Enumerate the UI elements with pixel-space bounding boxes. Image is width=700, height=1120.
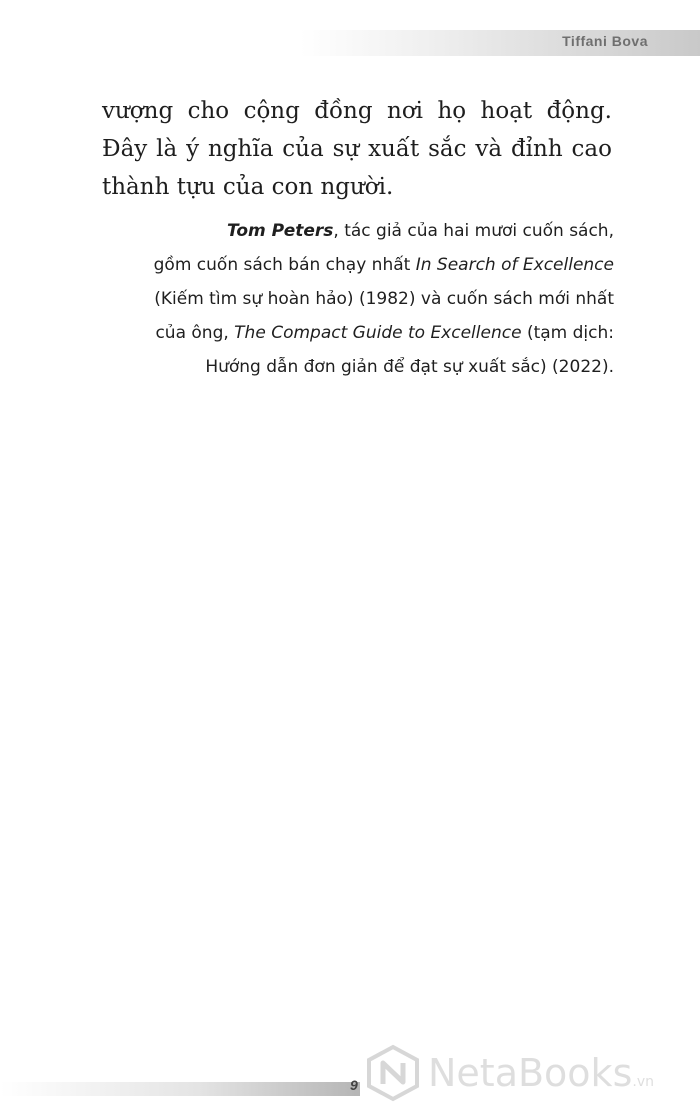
netabooks-logo-icon — [364, 1044, 422, 1102]
attribution-text: gồm cuốn sách bán chạy nhất — [153, 255, 416, 275]
attribution-text: , tác giả của hai mươi cuốn sách, — [333, 221, 614, 241]
book-title: The Compact Guide to Excellence — [234, 323, 522, 343]
body-paragraph: vượng cho cộng đồng nơi họ hoạt động. Đây là ý nghĩa của sự xuất sắc và đỉnh cao thành tựu của con người. — [102, 98, 612, 200]
running-header-author: Tiffani Bova — [562, 33, 648, 49]
attribution-text: (tạm dịch: — [521, 323, 614, 343]
page-number: 9 — [350, 1077, 358, 1093]
watermark — [364, 1044, 654, 1102]
attribution-line-3: (Kiếm tìm sự hoàn hảo) (1982) và cuốn sách mới nhất — [154, 289, 614, 309]
attribution-line-2 — [74, 248, 614, 282]
book-title: In Search of Excellence — [415, 255, 614, 275]
quote-attribution — [74, 214, 614, 384]
watermark-text — [428, 1051, 654, 1095]
attribution-line-5: Hướng dẫn đơn giản để đạt sự xuất sắc) (2022). — [205, 357, 614, 377]
attribution-line-1 — [74, 214, 614, 248]
author-name: Tom Peters — [226, 221, 334, 241]
attribution-text: của ông, — [155, 323, 235, 343]
footer-bar — [0, 1082, 360, 1096]
watermark-suffix: .vn — [632, 1074, 654, 1090]
watermark-brand: NetaBooks — [428, 1051, 633, 1095]
attribution-line-4 — [74, 316, 614, 350]
